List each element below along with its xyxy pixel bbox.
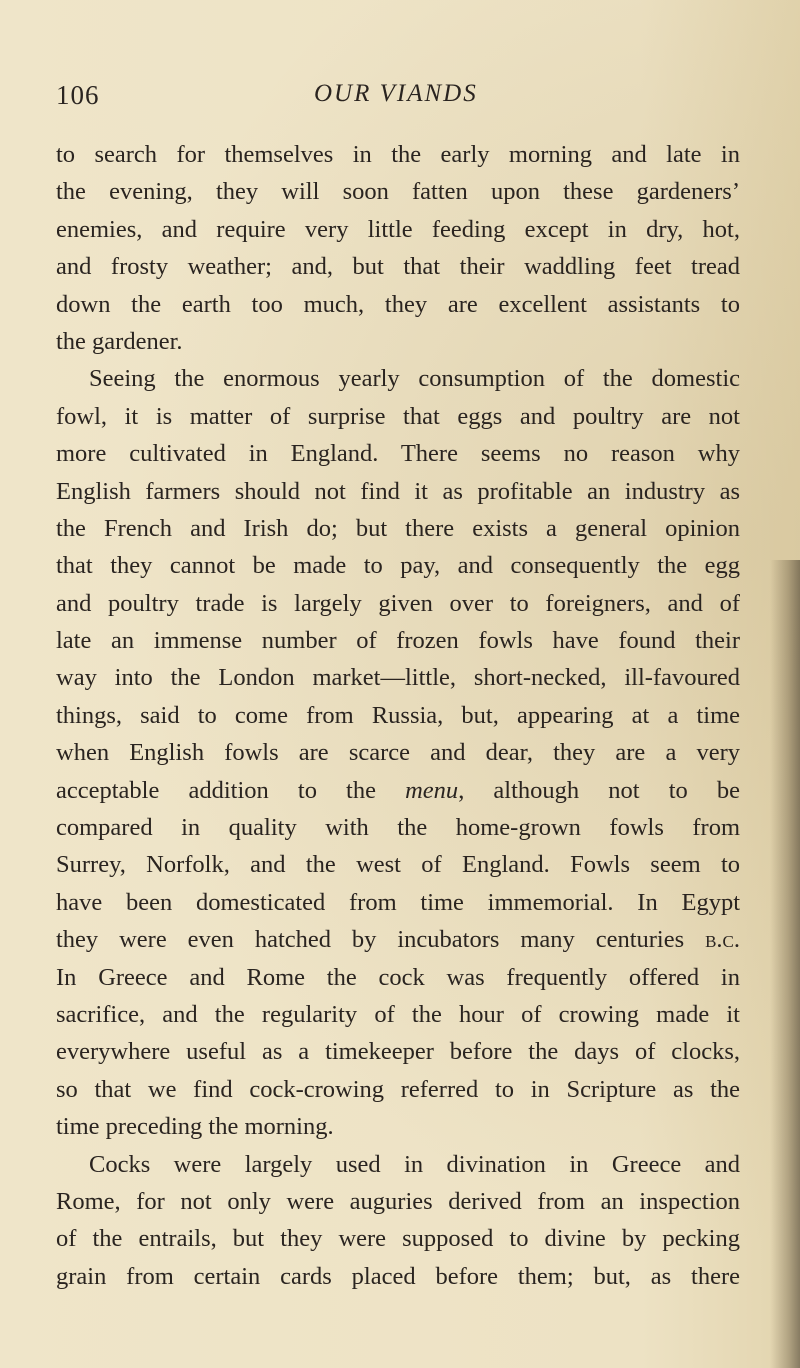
text-line: fowl, it is matter of surprise that eggs and poultry are not (56, 402, 740, 430)
text-line: and poultry trade is largely given over to foreigners, and of (56, 589, 740, 617)
text-fragment: , although not to be (458, 776, 740, 804)
text-line: and frosty weather; and, but that their waddling feet tread (56, 253, 740, 281)
text-line: to search for themselves in the early morning and late in (56, 141, 740, 168)
text-line: have been domesticated from time immemorial. In Egypt (56, 888, 740, 916)
text-line: that they cannot be made to pay, and consequently the egg (56, 552, 740, 580)
running-title: OUR VIANDS (314, 80, 478, 107)
small-caps-abbrev: b.c. (705, 926, 740, 954)
running-head (56, 80, 746, 120)
text-line: compared in quality with the home-grown fowls from (56, 814, 740, 842)
text-line (56, 772, 740, 809)
text-line: the evening, they will soon fatten upon these gardeners’ (56, 178, 740, 206)
text-line: time preceding the morning. (56, 1113, 334, 1141)
italic-word: menu (405, 776, 459, 804)
body-text (56, 136, 740, 1295)
text-line: In Greece and Rome the cock was frequently offered in (56, 963, 740, 991)
text-line: when English fowls are scarce and dear, they are a very (56, 739, 740, 767)
text-line: things, said to come from Russia, but, appearing at a time (56, 701, 740, 729)
page-number: 106 (56, 80, 100, 110)
text-line: everywhere useful as a timekeeper before the days of clocks, (56, 1038, 740, 1066)
text-line: the gardener. (56, 327, 183, 355)
text-line: so that we find cock-crowing referred to in Scripture as the (56, 1075, 740, 1103)
text-line: enemies, and require very little feeding except in dry, hot, (56, 215, 740, 243)
text-line: late an immense number of frozen fowls have found their (56, 627, 740, 655)
text-line: down the earth too much, they are excellent assistants to (56, 290, 740, 318)
text-fragment: they were even hatched by incubators many centuries (56, 926, 706, 954)
text-line: Cocks were largely used in divination in Greece and (89, 1150, 740, 1178)
page-edge-shadow (770, 560, 800, 1368)
text-line (56, 921, 740, 958)
text-line: the French and Irish do; but there exists a general opinion (56, 514, 740, 542)
text-line: English farmers should not find it as profitable an industry as (56, 477, 740, 505)
text-line: Seeing the enormous yearly consumption of the domestic (89, 365, 740, 393)
text-line: Rome, for not only were auguries derived from an inspection (56, 1187, 740, 1215)
text-fragment: acceptable addition to the (56, 776, 406, 804)
text-line: sacrifice, and the regularity of the hour of crowing made it (56, 1000, 740, 1028)
text-line: way into the London market—little, short-necked, ill-favoured (56, 664, 740, 692)
text-line: more cultivated in England. There seems no reason why (56, 440, 740, 468)
text-line: of the entrails, but they were supposed to divine by pecking (56, 1225, 740, 1253)
text-line: grain from certain cards placed before them; but, as there (56, 1262, 740, 1290)
text-line: Surrey, Norfolk, and the west of England. Fowls seem to (56, 851, 740, 879)
